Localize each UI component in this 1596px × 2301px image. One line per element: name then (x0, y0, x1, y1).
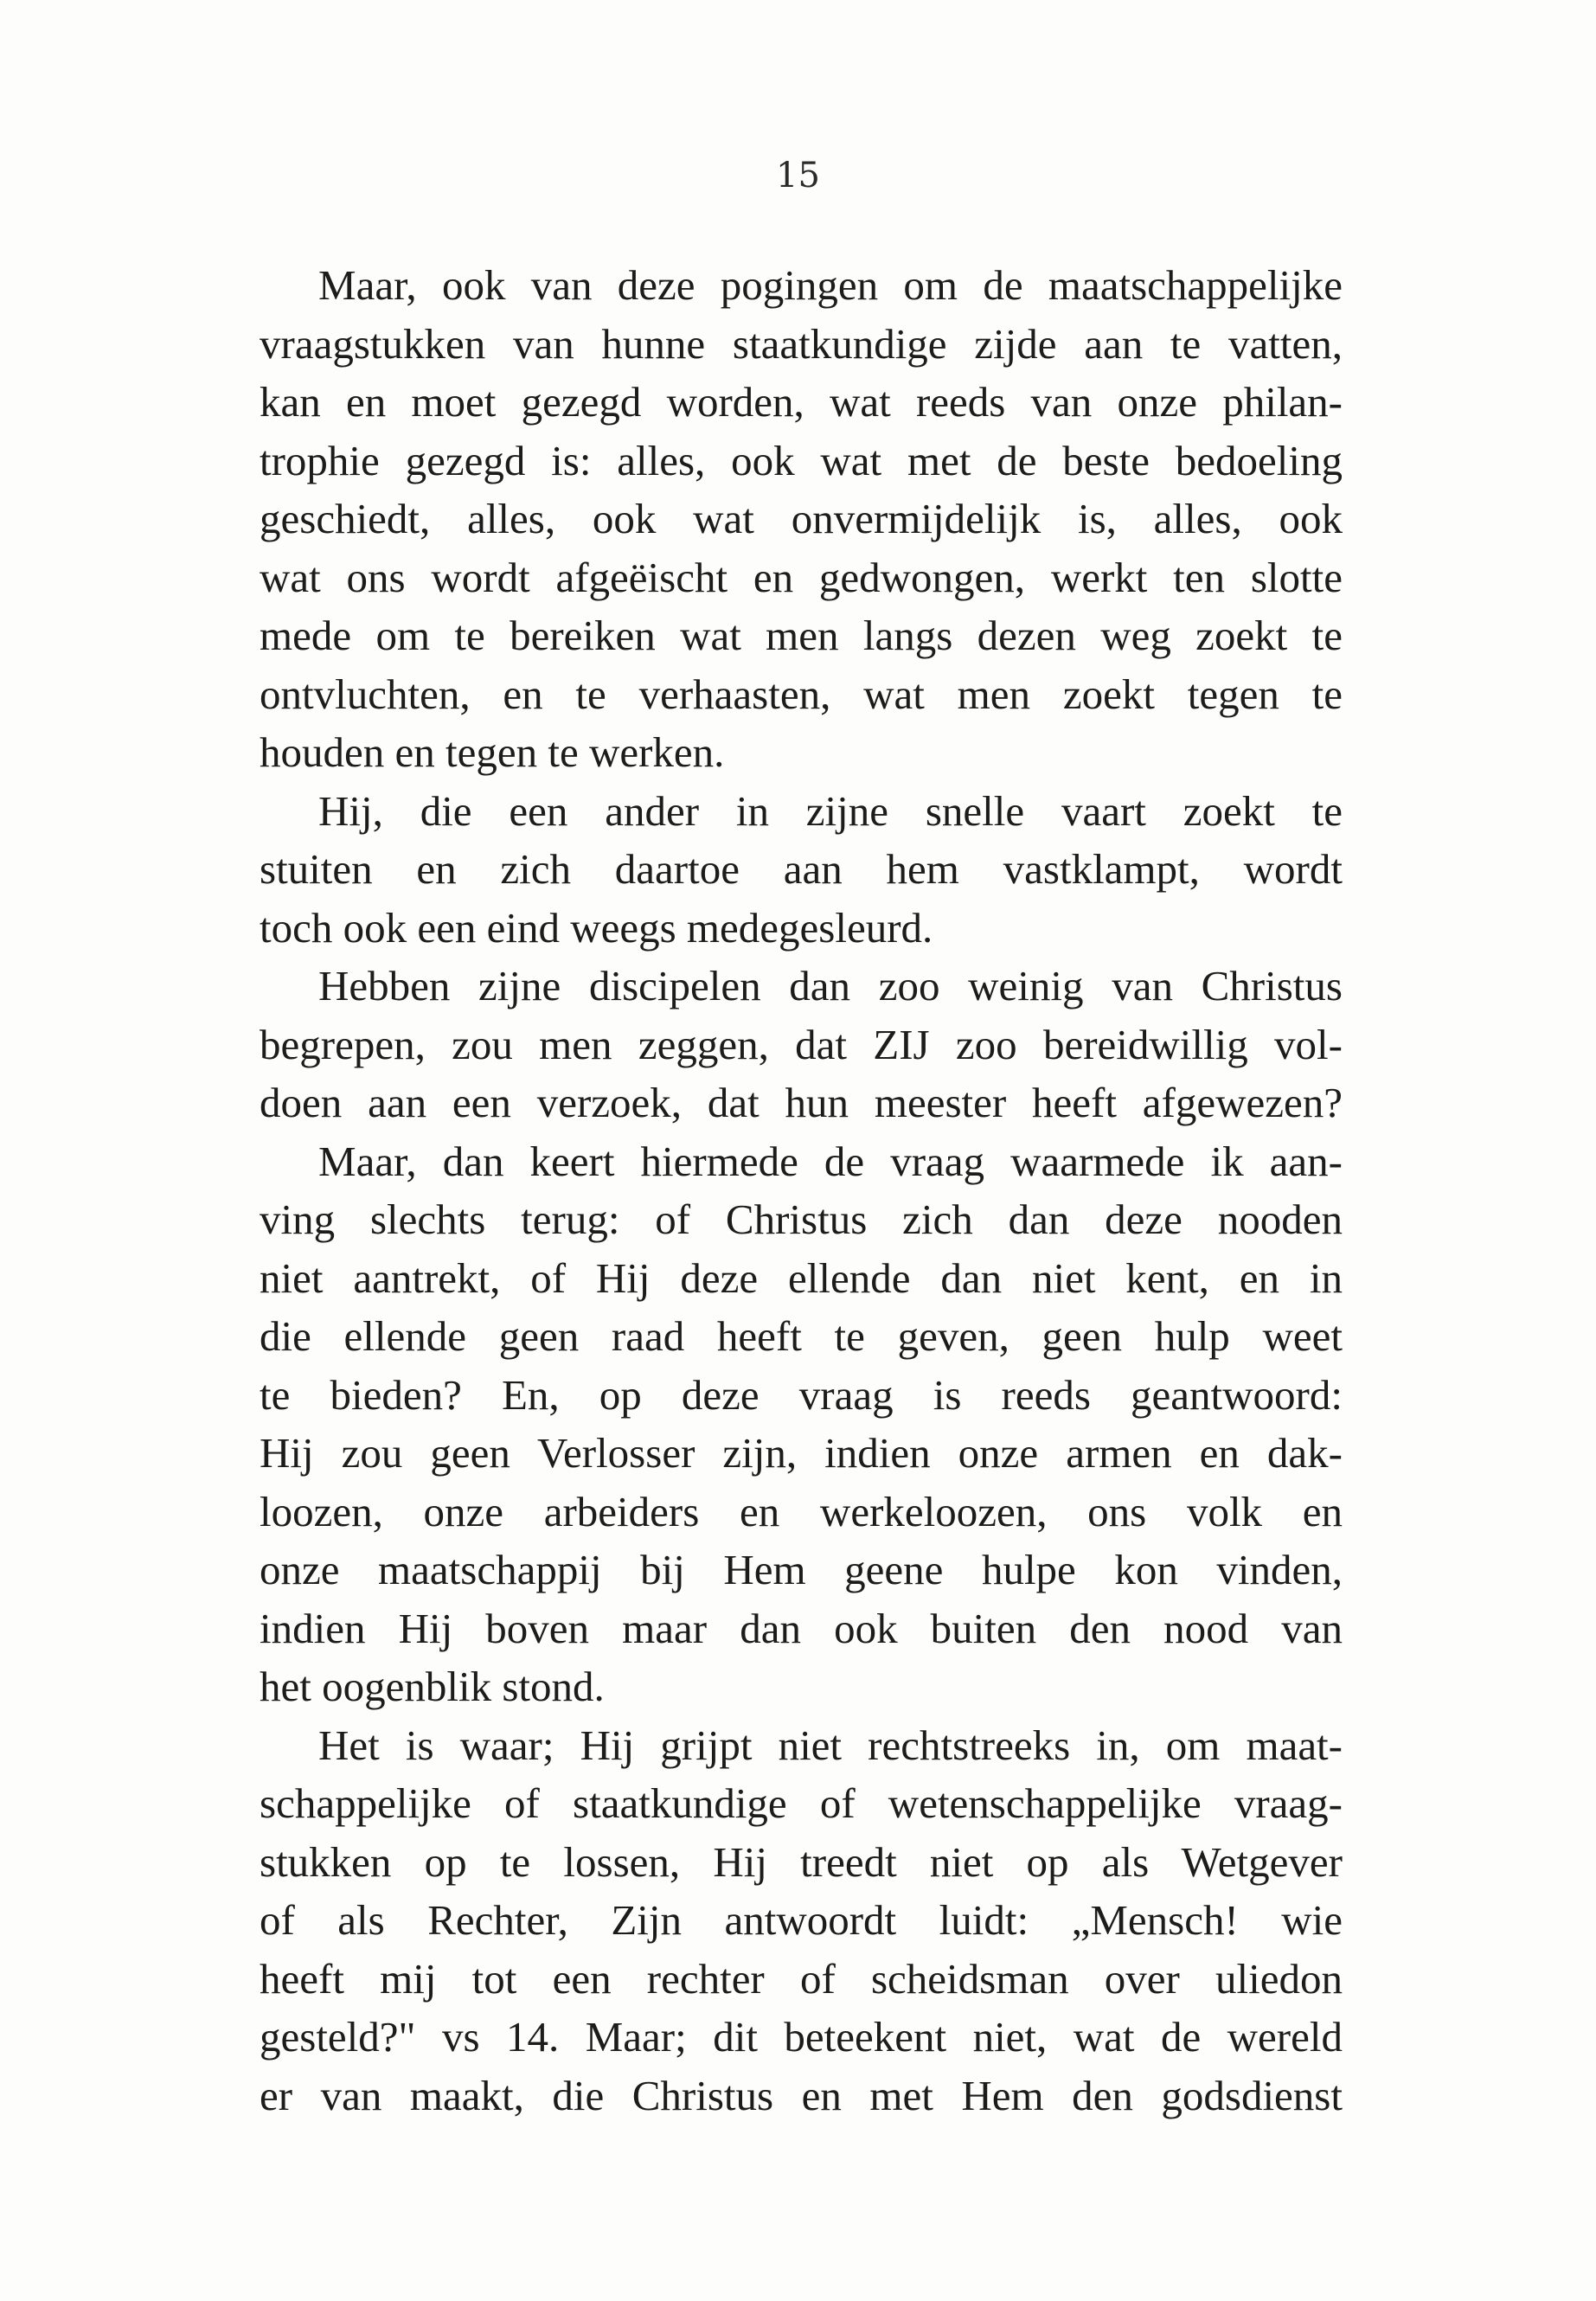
page-number: 15 (776, 156, 820, 195)
text-line: Hij zou geen Verlosser zijn, indien onze armen en dak- (260, 1429, 1343, 1477)
text-line: vraagstukken van hunne staatkundige zijde aan te vatten, (260, 319, 1343, 368)
text-line: Maar, dan keert hiermede de vraag waarmede ik aan- (318, 1137, 1343, 1185)
text-line: kan en moet gezegd worden, wat reeds van onze philan- (260, 378, 1343, 426)
text-line: doen aan een verzoek, dat hun meester heeft afgewezen? (260, 1079, 1343, 1126)
text-line: Hij, die een ander in zijne snelle vaart zoekt te (318, 786, 1343, 835)
text-line: wat ons wordt afgeëischt en gedwongen, werkt ten slotte (260, 553, 1343, 601)
text-line: Hebben zijne discipelen dan zoo weinig van Christus (318, 962, 1343, 1009)
text-line: of als Rechter, Zijn antwoordt luidt: „Mensch! wie (260, 1896, 1343, 1944)
text-line: geschiedt, alles, ook wat onvermijdelijk is, alles, ook (260, 495, 1343, 542)
text-line: te bieden? En, op deze vraag is reeds geantwoord: (260, 1370, 1343, 1419)
text-line: mede om te bereiken wat men langs dezen weg zoekt te (260, 612, 1343, 659)
text-line: houden en tegen te werken. (260, 728, 725, 776)
text-line: onze maatschappij bij Hem geene hulpe kon vinden, (260, 1546, 1343, 1593)
text-line: loozen, onze arbeiders en werkeloozen, ons volk en (260, 1487, 1343, 1535)
text-line: schappelijke of staatkundige of wetenschappelijke vraag- (260, 1779, 1343, 1827)
text-line: Maar, ook van deze pogingen om de maatschappelijke (318, 261, 1343, 309)
text-line: stuiten en zich daartoe aan hem vastklampt, wordt (260, 845, 1343, 893)
text-line: ontvluchten, en te verhaasten, wat men zoekt tegen te (260, 670, 1343, 718)
text-line: die ellende geen raad heeft te geven, geen hulp weet (260, 1312, 1343, 1360)
text-line: begrepen, zou men zeggen, dat ZIJ zoo bereidwillig vol- (260, 1020, 1343, 1068)
text-line: gesteld?" vs 14. Maar; dit beteekent niet, wat de wereld (260, 2013, 1343, 2061)
body-text (260, 256, 1343, 2125)
text-line: er van maakt, die Christus en met Hem den godsdienst (260, 2071, 1343, 2119)
text-line: stukken op te lossen, Hij treedt niet op als Wetgever (260, 1837, 1343, 1886)
text-line: Het is waar; Hij grijpt niet rechtstreeks in, om maat- (318, 1721, 1343, 1769)
text-line: heeft mij tot een rechter of scheidsman over uliedon (260, 1954, 1343, 2003)
text-line: toch ook een eind weegs medegesleurd. (260, 903, 933, 952)
text-line: trophie gezegd is: alles, ook wat met de beste bedoeling (260, 436, 1343, 484)
text-line: niet aantrekt, of Hij deze ellende dan niet kent, en in (260, 1253, 1343, 1302)
text-line: ving slechts terug: of Christus zich dan deze nooden (260, 1195, 1343, 1243)
text-line: indien Hij boven maar dan ook buiten den nood van (260, 1604, 1343, 1652)
text-line: het oogenblik stond. (260, 1663, 605, 1710)
